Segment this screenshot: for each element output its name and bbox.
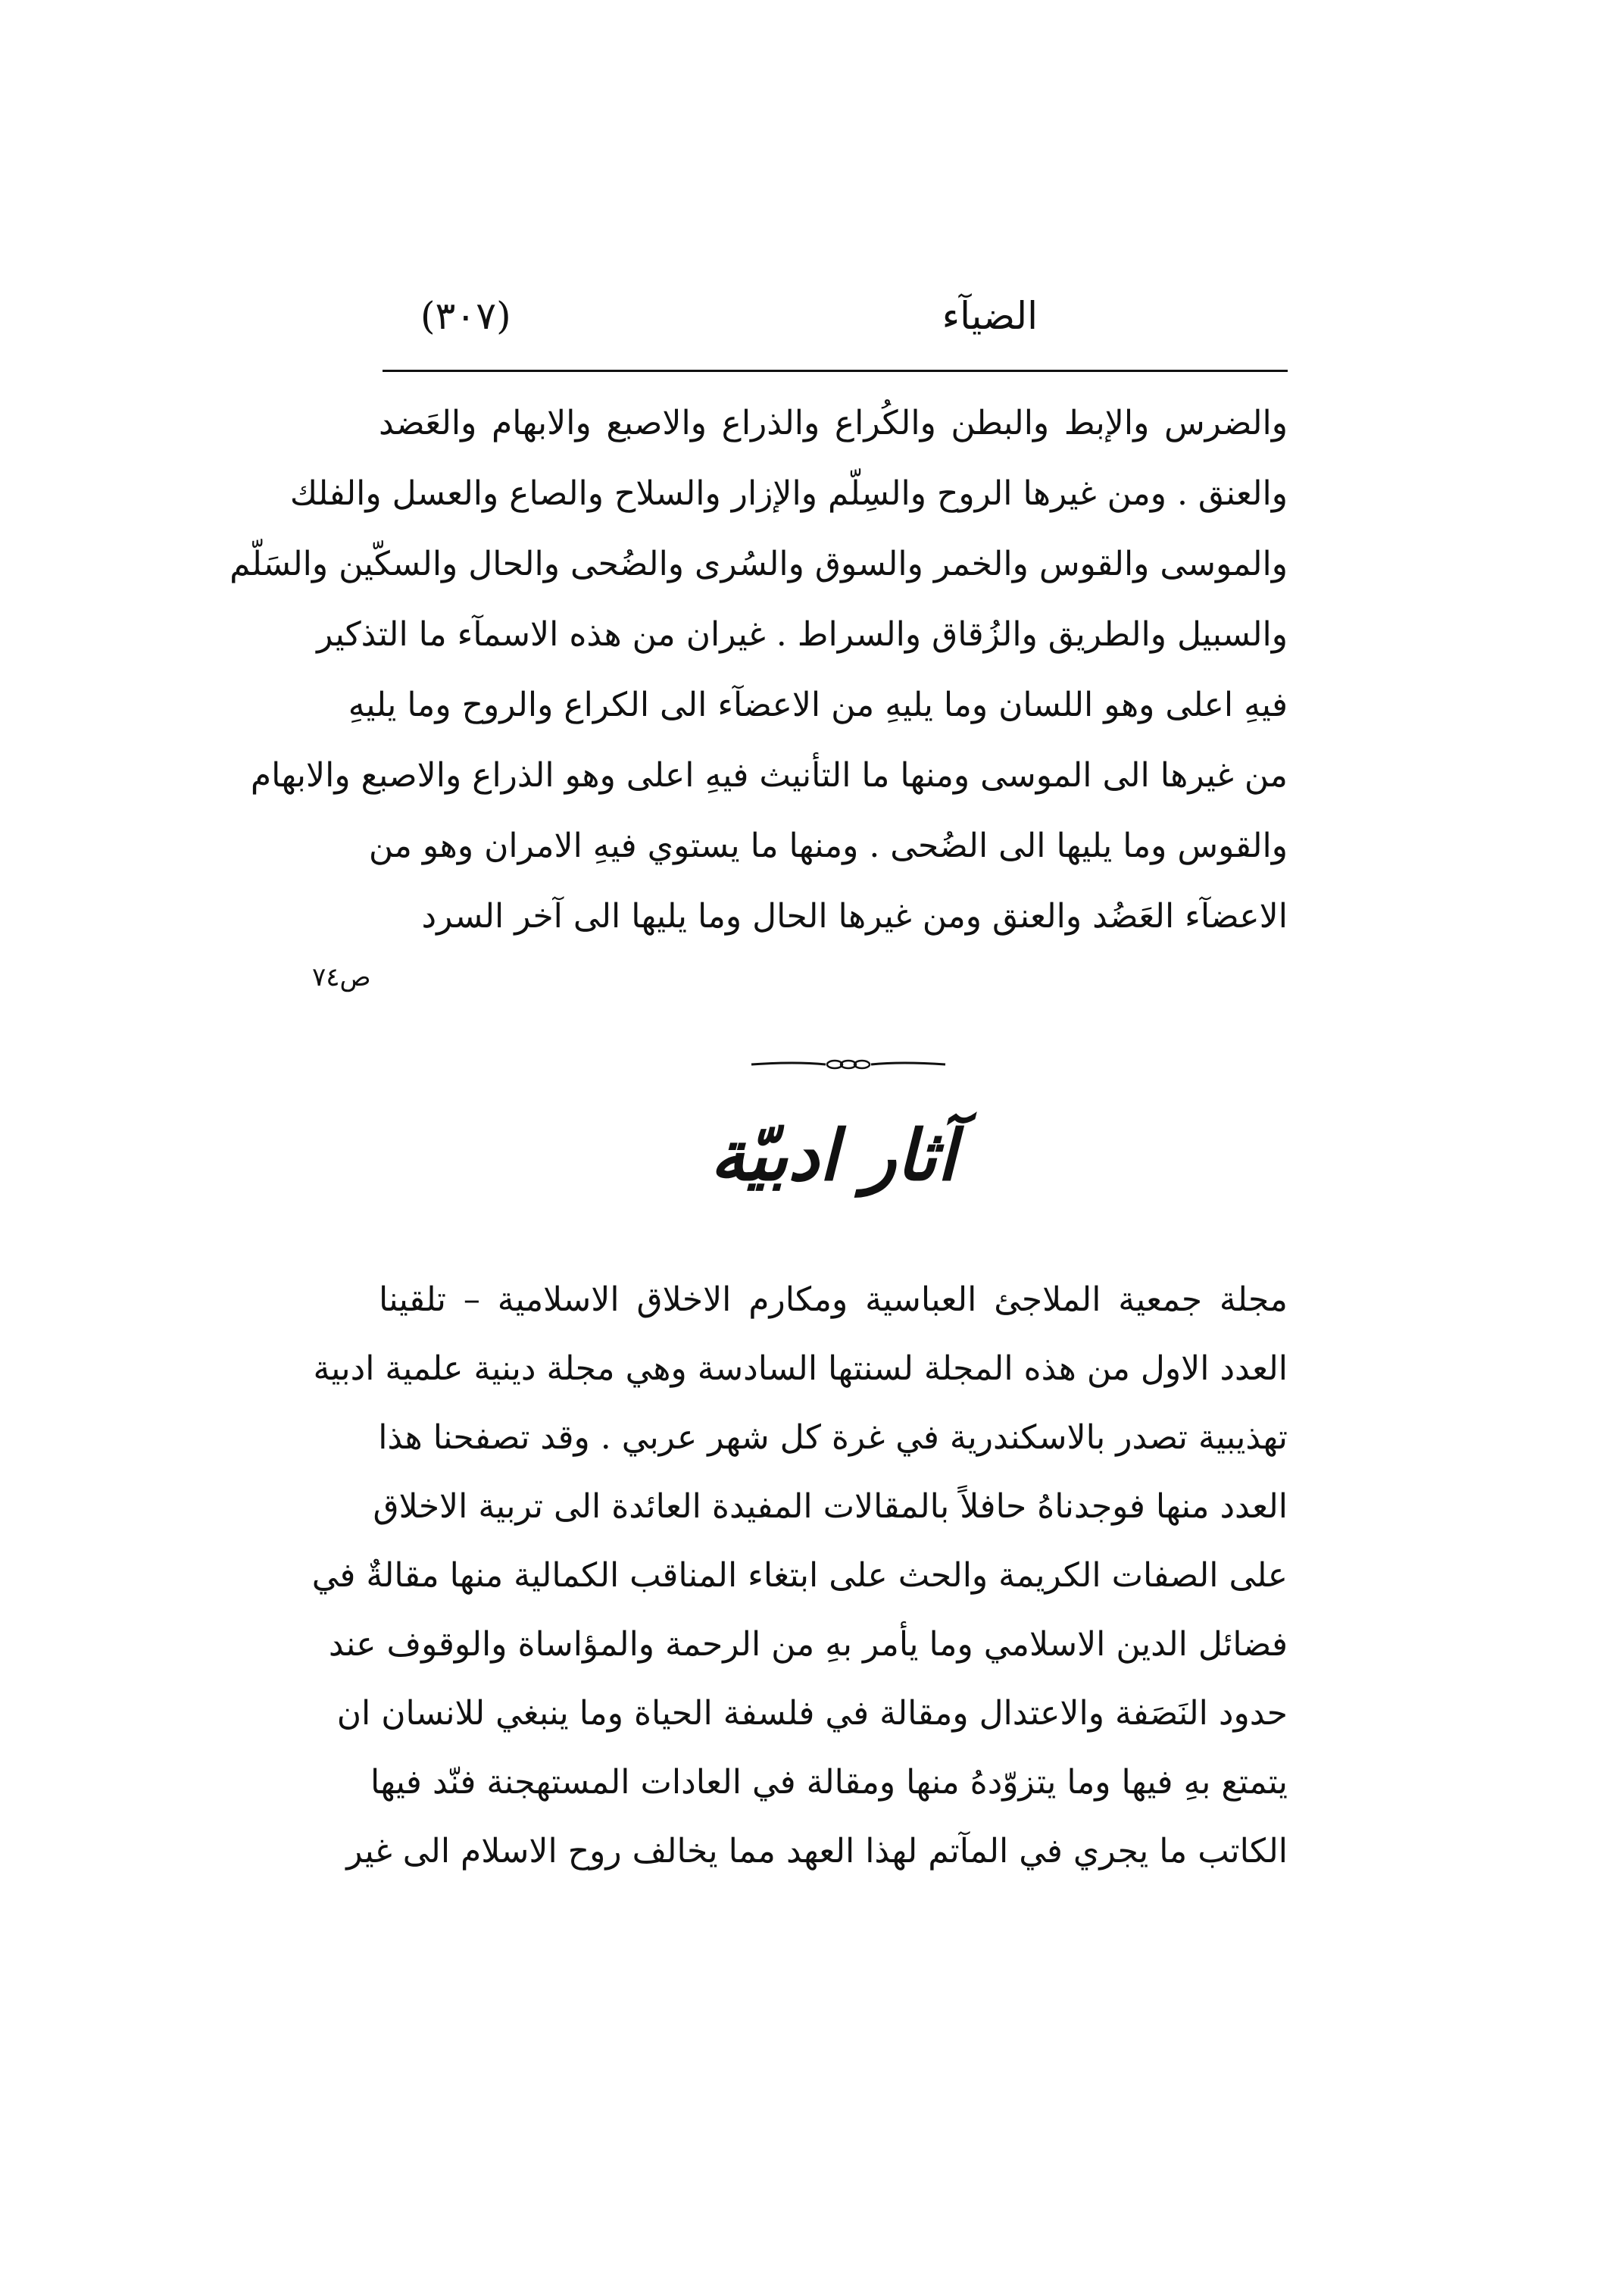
text-line: يتمتع بهِ فيها وما يتزوّدهُ منها ومقالة في العادات المستهجنة فنّد فيها	[370, 1763, 1288, 1802]
header-rule	[383, 370, 1288, 372]
text-line: من غيرها الى الموسى ومنها ما التأنيث فيهِ اعلى وهو الذراع والاصبع والابهام	[250, 756, 1288, 795]
text-line: حدود النَصَفة والاعتدال ومقالة في فلسفة الحياة وما ينبغي للانسان ان	[336, 1694, 1288, 1733]
text-line: والقوس وما يليها الى الضُحى . ومنها ما يستوي فيهِ الامران وهو من	[368, 827, 1288, 865]
text-line: على الصفات الكريمة والحث على ابتغاء المناقب الكمالية منها مقالةٌ في	[311, 1556, 1288, 1595]
top-paragraph	[230, 388, 1288, 952]
text-line: العدد منها فوجدناهُ حافلاً بالمقالات المفيدة العائدة الى تربية الاخلاق	[373, 1487, 1288, 1526]
text-line: فضائل الدين الاسلامي وما يأمر بهِ من الرحمة والمؤاساة والوقوف عند	[328, 1625, 1288, 1664]
bottom-paragraph	[311, 1265, 1288, 1886]
text-line: فيهِ اعلى وهو اللسان وما يليهِ من الاعضآء الى الكراع والروح وما يليهِ	[348, 686, 1288, 724]
text-line: والعنق . ومن غيرها الروح والسِلّم والإزار والسلاح والصاع والعسل والفلك	[289, 474, 1288, 513]
text-line: تهذيبية تصدر بالاسكندرية في غرة كل شهر عربي . وقد تصفحنا هذا	[378, 1418, 1288, 1457]
text-line: الكاتب ما يجري في المآتم لهذا العهد مما يخالف روح الاسلام الى غير	[346, 1832, 1288, 1871]
ornament-divider	[750, 1053, 947, 1076]
text-line: والسبيل والطريق والزُقاق والسراط . غيران من هذه الاسمآء ما التذكير	[317, 615, 1288, 654]
margin-note: ص٧٤	[312, 962, 371, 992]
text-line: الاعضآء العَضُد والعنق ومن غيرها الحال وما يليها الى آخر السرد	[421, 897, 1288, 936]
text-line: العدد الاول من هذه المجلة لسنتها السادسة وهي مجلة دينية علمية ادبية	[313, 1349, 1288, 1388]
text-line: والضرس والإبط والبطن والكُراع والذراع والاصبع والابهام والعَضد	[379, 404, 1288, 442]
text-line: مجلة جمعية الملاجئ العباسية ومكارم الاخلاق الاسلامية – تلقينا	[379, 1280, 1288, 1319]
section-title: آثار ادبيّة	[710, 1114, 957, 1196]
page-header	[383, 289, 1288, 342]
page-number: (٣٠٧)	[420, 294, 511, 338]
text-line: والموسى والقوس والخمر والسوق والسُرى والضُحى والحال والسكّين والسَلّم	[230, 545, 1288, 583]
journal-name: الضيآء	[942, 294, 1038, 338]
